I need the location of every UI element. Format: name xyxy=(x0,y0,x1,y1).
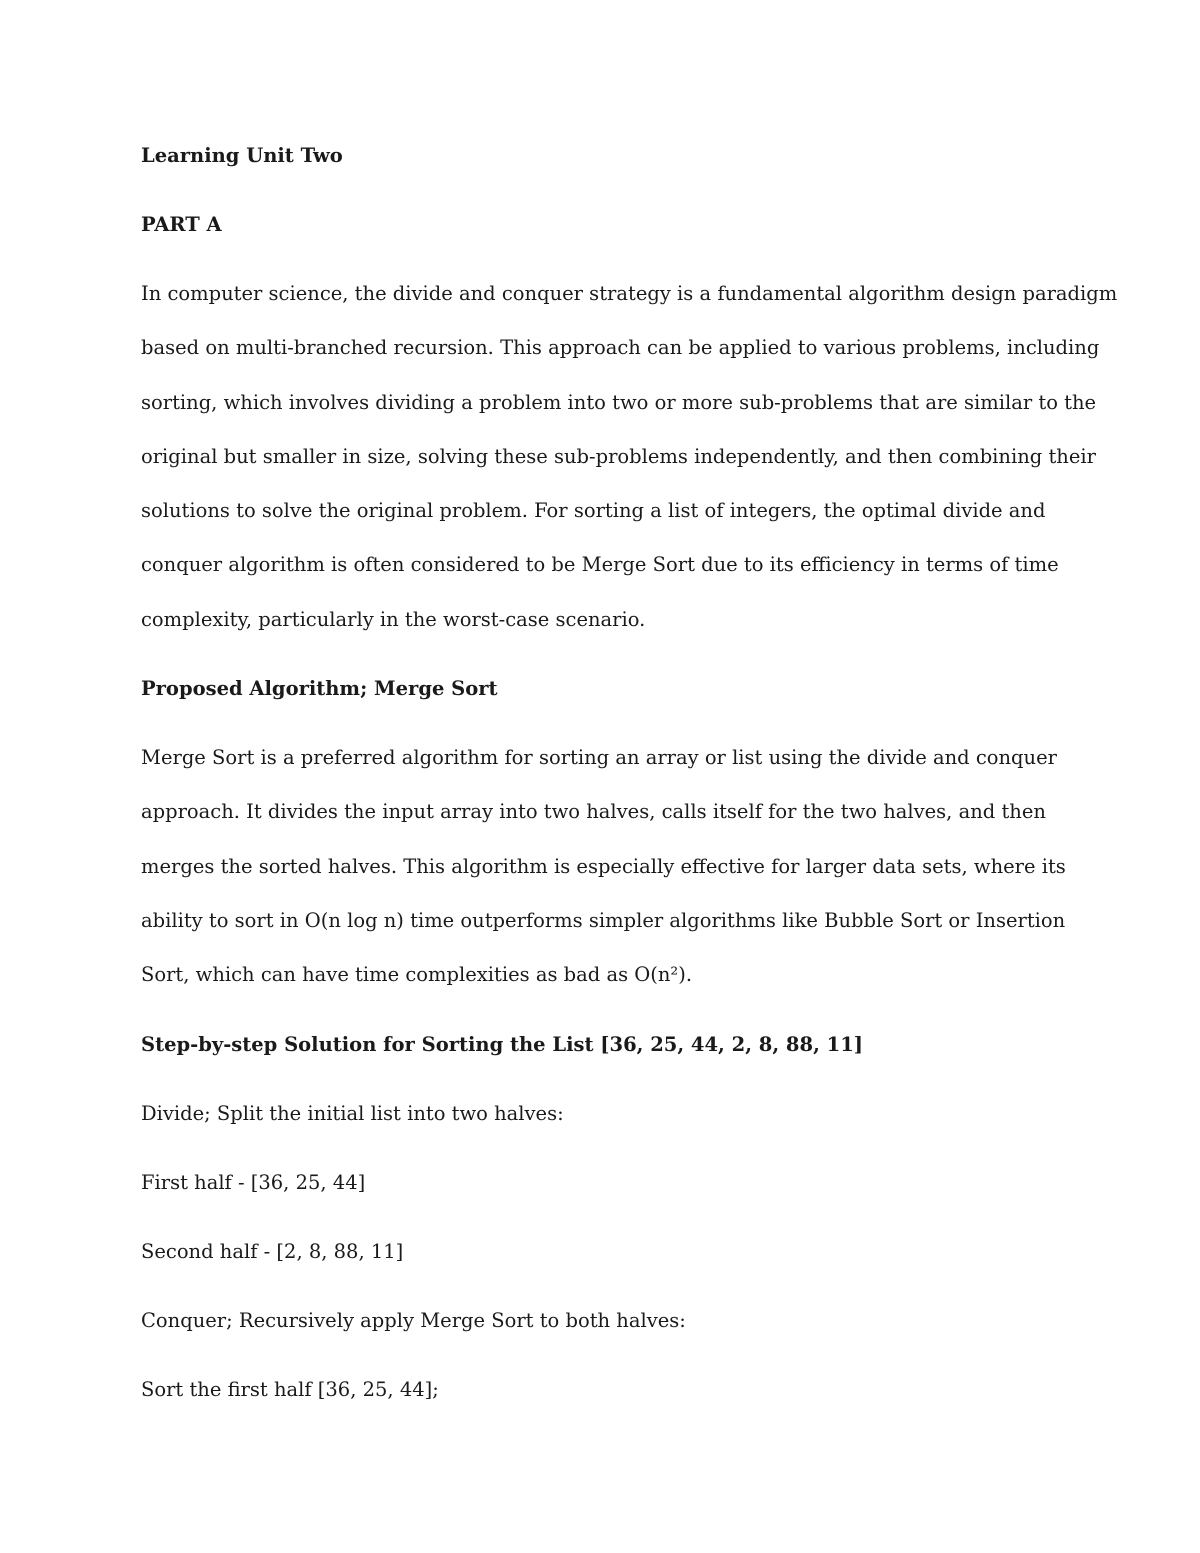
intro-paragraph xyxy=(141,267,1118,647)
merge-line: Merge Sort is a preferred algorithm for sorting an array or list using the divide and conquer xyxy=(141,746,1057,770)
intro-line: original but smaller in size, solving these sub-problems independently, and then combining their xyxy=(141,444,1096,468)
first-half-text: First half - [36, 25, 44] xyxy=(141,1170,366,1194)
merge-line: Sort, which can have time complexities as bad as O(n²). xyxy=(141,963,693,987)
intro-line: In computer science, the divide and conquer strategy is a fundamental algorithm design paradigm xyxy=(141,282,1118,305)
divide-text: Divide; Split the initial list into two halves: xyxy=(141,1101,564,1125)
sort-first-half-text: Sort the first half [36, 25, 44]; xyxy=(141,1377,439,1401)
merge-line: merges the sorted halves. This algorithm is especially effective for larger data sets, where its xyxy=(141,854,1066,878)
proposed-algorithm-heading: Proposed Algorithm; Merge Sort xyxy=(141,677,498,701)
intro-line: based on multi-branched recursion. This approach can be applied to various problems, including xyxy=(141,336,1100,360)
intro-line: solutions to solve the original problem. For sorting a list of integers, the optimal divide and xyxy=(141,499,1046,523)
part-heading: PART A xyxy=(141,213,222,236)
document-body xyxy=(141,138,1118,1441)
conquer-text: Conquer; Recursively apply Merge Sort to both halves: xyxy=(141,1308,686,1332)
intro-line: sorting, which involves dividing a problem into two or more sub-problems that are similar to the xyxy=(141,390,1097,414)
merge-line: approach. It divides the input array into two halves, calls itself for the two halves, and then xyxy=(141,800,1046,824)
step-by-step-heading: Step-by-step Solution for Sorting the List [36, 25, 44, 2, 8, 88, 11] xyxy=(141,1032,864,1056)
merge-sort-paragraph xyxy=(141,731,1071,1002)
merge-line: ability to sort in O(n log n) time outperforms simpler algorithms like Bubble Sort or Insertion xyxy=(141,908,1066,932)
intro-line: conquer algorithm is often considered to be Merge Sort due to its efficiency in terms of time xyxy=(141,553,1059,577)
document-title: Learning Unit Two xyxy=(141,144,343,167)
intro-line: complexity, particularly in the worst-case scenario. xyxy=(141,607,646,631)
second-half-text: Second half - [2, 8, 88, 11] xyxy=(141,1239,404,1263)
